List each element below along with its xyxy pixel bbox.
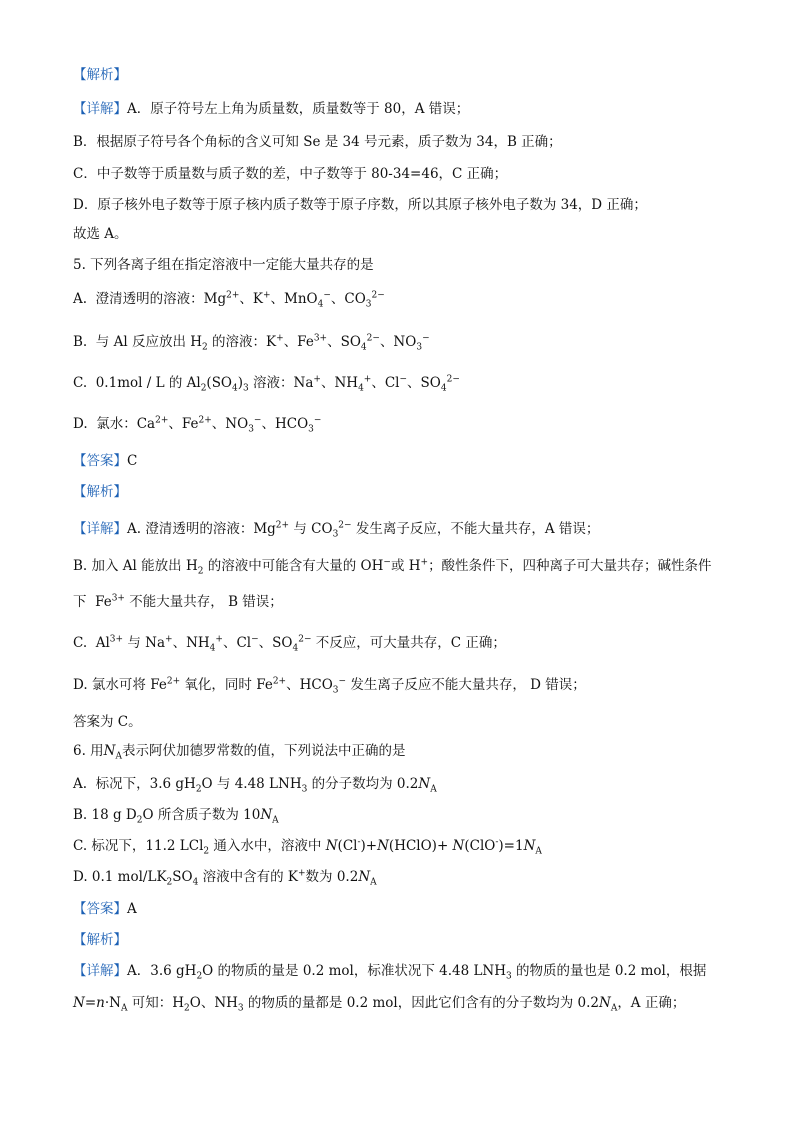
answer-label: 【答案】: [73, 901, 127, 917]
q5-conclusion: 答案为 C。: [73, 714, 142, 730]
q5-detail-b1: B. 加入 Al 能放出 $H_2$ 的溶液中可能含有大量的 OH−或 H+；酸性条件下，四种离子可大量共存；碱性条件: [73, 557, 712, 577]
q5-answer: 【答案】C: [73, 453, 138, 469]
q6-detail-a1: 【详解】A．3.6 $gH_2O$ 的物质的量是 0.2 mol，标准状况下 4.48 $LNH_3$ 的物质的量也是 0.2 mol，根据: [73, 963, 707, 982]
q5-detail-d: D. 氯水可将 $Fe^{2+}$ 氧化，同时 $Fe^{2+}$、$HCO_3^-$ 发生离子反应不能大量共存， D 错误；: [73, 676, 586, 696]
analysis-label: 【解析】: [73, 67, 127, 83]
detail-label: 【详解】: [73, 101, 127, 117]
q5-option-c: C. 0.1mol / L 的 $Al_2(SO_4)_3$ 溶液：Na+、$NH_4^+$、Cl−、$SO_4^{2-}$: [73, 374, 460, 394]
q6-option-c: C. 标况下，11.2 LCl$_2$ 通入水中，溶液中 N(Cl-)+N(HClO)+ $N(ClO^-)=1N_A$: [73, 837, 542, 857]
q4-detail-b: B．根据原子符号各个角标的含义可知 Se 是 34 号元素，质子数为 34，B 正确；: [73, 134, 562, 150]
q6-option-b: B. 18 g $D_2O$ 所含质子数为 $10N_A$: [73, 807, 279, 826]
q4-detail-a: 【详解】A．原子符号左上角为质量数，质量数等于 80，A 错误；: [73, 101, 470, 117]
detail-label: 【详解】: [73, 963, 127, 979]
q5-detail-c: C. $Al^{3+}$ 与 Na+、$NH_4^+$、Cl−、$SO_4^{2-}$ 不反应，可大量共存，C 正确；: [73, 634, 506, 654]
q4-detail-c: C．中子数等于质量数与质子数的差，中子数等于 80-34=46，C 正确；: [73, 166, 508, 182]
analysis-label: 【解析】: [73, 484, 127, 500]
q6-detail-a2: $N=n\cdot N_A$ 可知：$H_2O$、$NH_3$ 的物质的量都是 0.2 mol，因此它们含有的分子数均为 $0.2N_A$，A 正确；: [73, 995, 686, 1014]
detail-label: 【详解】: [73, 521, 127, 537]
q6-answer: 【答案】A: [73, 901, 137, 917]
q5-detail-a: 【详解】A. 澄清透明的溶液：$Mg^{2+}$ 与 $CO_3^{2-}$ 发生离子反应，不能大量共存，A 错误；: [73, 520, 600, 540]
q5-option-b: B. 与 Al 反应放出 $H_2$ 的溶液：K+、$Fe^{3+}$、$SO_4^{2-}$、$NO_3^-$: [73, 333, 430, 353]
answer-label: 【答案】: [73, 453, 127, 469]
q5-detail-b2: 下 $Fe^{3+}$ 不能大量共存， B 错误；: [73, 593, 283, 610]
q6-stem: 6. 用$N_A$表示阿伏加德罗常数的值，下列说法中正确的是: [73, 743, 406, 762]
q6-option-d: D. 0.1 mol/$LK_2SO_4$ 溶液中含有的 K+数为 $0.2N_A$: [73, 868, 377, 888]
q5-option-a: A. 澄清透明的溶液：$Mg^{2+}$、K+、MnO$_4$−、$CO_3^{2-}$: [73, 290, 385, 310]
q5-option-d: D. 氯水：$Ca^{2+}$、$Fe^{2+}$、$NO_3^-$、$HCO_3^-$: [73, 415, 322, 435]
q6-option-a: A. 标况下，3.6 $gH_2O$ 与 4.48 $LNH_3$ 的分子数均为 $0.2N_A$: [73, 776, 437, 795]
q4-detail-d: D．原子核外电子数等于原子核内质子数等于原子序数，所以其原子核外电子数为 34，D 正确；: [73, 197, 647, 213]
q4-conclusion: 故选 A。: [73, 226, 128, 242]
q5-stem: 5. 下列各离子组在指定溶液中一定能大量共存的是: [73, 257, 374, 273]
analysis-label: 【解析】: [73, 932, 127, 948]
